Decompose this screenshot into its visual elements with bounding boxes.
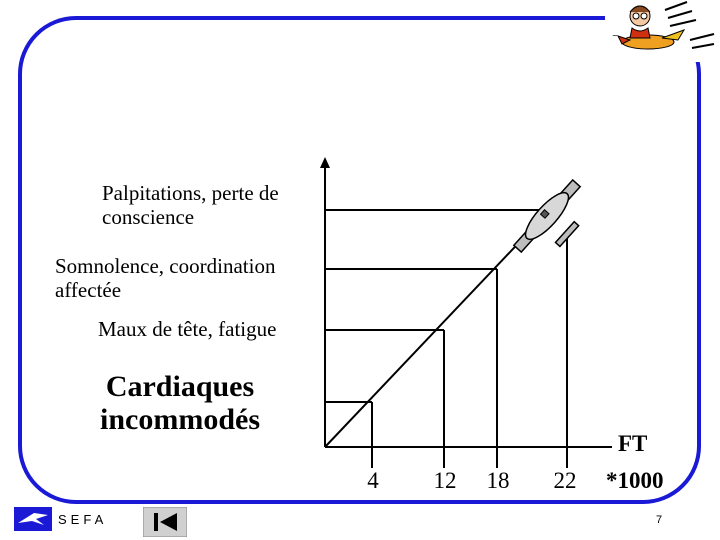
tick-label: 22 <box>553 468 577 493</box>
unit-label-ft: FT <box>618 431 648 456</box>
unit-label-thousand: *1000 <box>606 468 664 493</box>
label-palpitations: Palpitations, perte de conscience <box>102 181 279 230</box>
tick-label: 18 <box>486 468 510 493</box>
footer-brand: SEFA <box>58 512 108 527</box>
sefa-logo-icon <box>14 507 52 531</box>
first-slide-icon[interactable] <box>143 507 187 537</box>
y-axis-arrow <box>320 157 330 168</box>
page-number: 7 <box>656 514 663 526</box>
label-somnolence: Somnolence, coordination affectée <box>55 254 276 303</box>
label-maux-de-tete: Maux de tête, fatigue <box>98 317 277 341</box>
airplane-icon <box>510 177 599 269</box>
svg-text:~: ~ <box>612 32 618 40</box>
label-cardiaques: Cardiaques incommodés <box>100 370 260 436</box>
tick-label: 12 <box>433 468 457 493</box>
tick-label: 4 <box>367 468 379 493</box>
